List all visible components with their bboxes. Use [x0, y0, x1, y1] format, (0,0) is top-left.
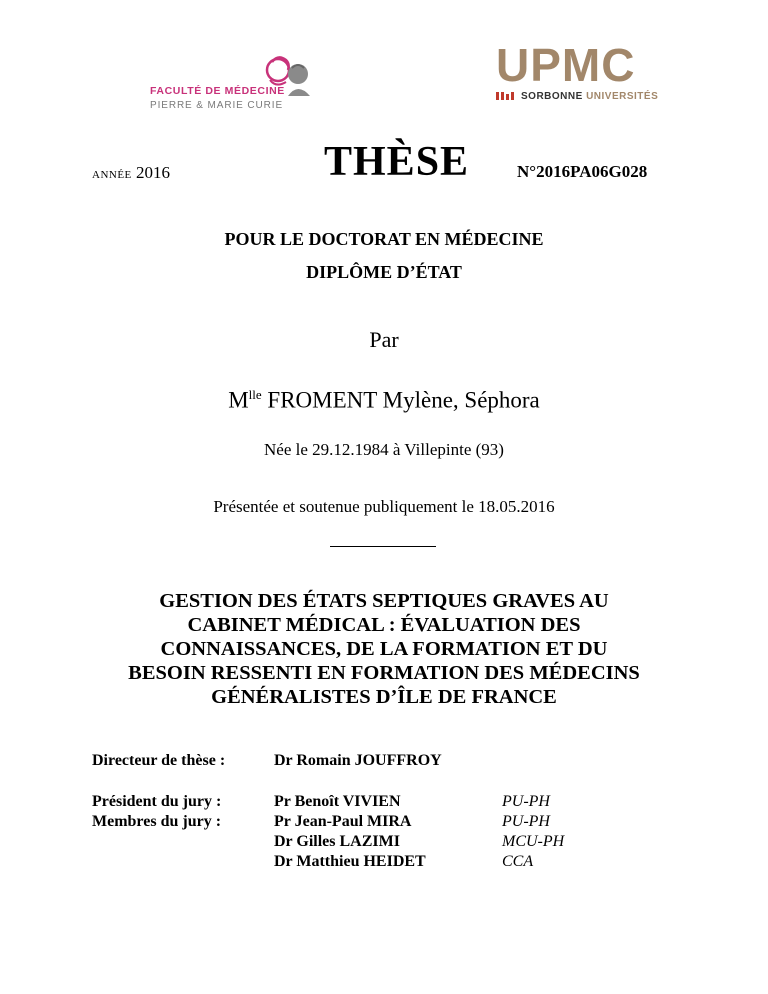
faculty-logo-line1: FACULTÉ DE MÉDECINE: [150, 85, 285, 97]
faculty-logo: [150, 48, 320, 118]
jury-member-role: PU-PH: [502, 813, 550, 830]
upmc-logo: [496, 39, 666, 108]
separator-rule: [330, 546, 436, 547]
jury-member-name: Dr Matthieu HEIDET: [274, 853, 426, 870]
jury-member-name: Pr Jean-Paul MIRA: [274, 813, 412, 830]
par-label: Par: [369, 327, 399, 352]
candidate-civility: M: [228, 387, 249, 413]
year: [92, 163, 170, 183]
upmc-sub-b: UNIVERSITÉS: [586, 91, 659, 102]
directeur-name: Dr Romain JOUFFROY: [274, 752, 442, 769]
defense-info: Présentée et soutenue publiquement le 18.05.2016: [213, 497, 555, 516]
doctorat-line: POUR LE DOCTORAT EN MÉDECINE: [224, 229, 544, 249]
upmc-logo-word: UPMC: [496, 39, 636, 91]
thesis-title-line: GÉNÉRALISTES D’ÎLE DE FRANCE: [211, 686, 557, 708]
thesis-title-line: GESTION DES ÉTATS SEPTIQUES GRAVES AU: [159, 590, 609, 612]
diplome-line: DIPLÔME D’ÉTAT: [306, 262, 462, 282]
upmc-logo-subtitle: [496, 91, 658, 102]
directeur-label: Directeur de thèse :: [92, 752, 226, 769]
sorbonne-bars-icon: [496, 92, 518, 100]
jury-member-role: MCU-PH: [502, 833, 565, 850]
year-label: ANNÉE: [92, 169, 132, 181]
year-value: 2016: [136, 163, 171, 182]
jury-member-name: Dr Gilles LAZIMI: [274, 833, 400, 850]
candidate-civility-sup: lle: [248, 387, 262, 402]
thesis-title-line: CABINET MÉDICAL : ÉVALUATION DES: [187, 614, 581, 636]
upmc-sub-a: SORBONNE: [521, 91, 583, 102]
president-label: Président du jury :: [92, 793, 222, 810]
birth-info: Née le 29.12.1984 à Villepinte (93): [264, 440, 504, 459]
thesis-number: N°2016PA06G028: [517, 162, 648, 181]
candidate-fullname: FROMENT Mylène, Séphora: [267, 387, 540, 413]
thesis-title-line: CONNAISSANCES, DE LA FORMATION ET DU: [160, 638, 608, 660]
candidate-name: [0, 387, 768, 414]
thesis-title: [0, 589, 768, 709]
these-heading: THÈSE: [324, 139, 470, 185]
jury-member-name: Pr Benoît VIVIEN: [274, 793, 401, 810]
membres-label: Membres du jury :: [92, 813, 222, 830]
jury-member-role: CCA: [502, 853, 534, 870]
jury-member-role: PU-PH: [502, 793, 550, 810]
faculty-logo-line2: PIERRE & MARIE CURIE: [150, 100, 284, 111]
thesis-title-line: BESOIN RESSENTI EN FORMATION DES MÉDECINS: [128, 662, 640, 684]
